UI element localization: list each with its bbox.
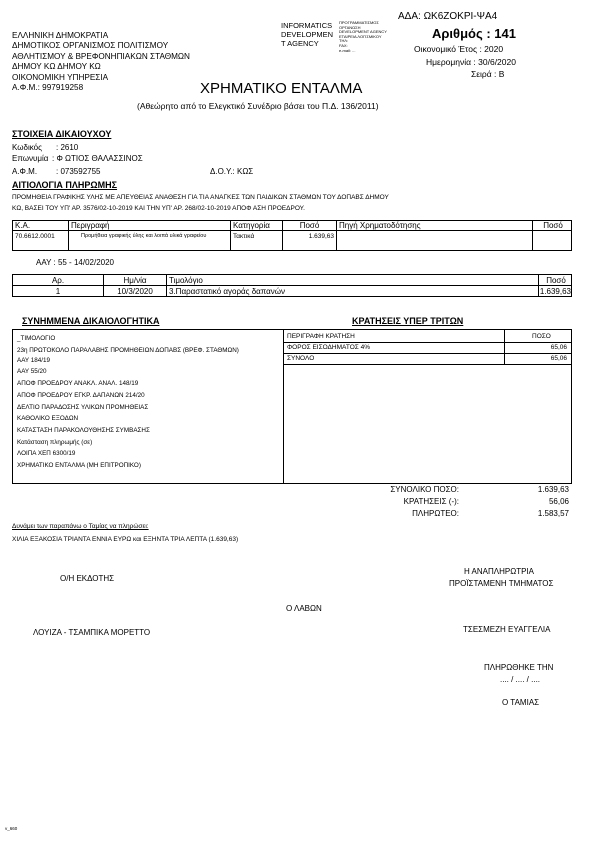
org-line: ΕΛΛΗΝΙΚΗ ΔΗΜΟΚΡΑΤΙΑ — [12, 31, 109, 40]
total-label: ΣΥΝΟΛΙΚΟ ΠΟΣΟ: — [390, 485, 459, 494]
org-line: ΔΗΜΟΤΙΚΟΣ ΟΡΓΑΝΙΣΜΟΣ ΠΟΛΙΤΙΣΜΟΥ — [12, 41, 169, 51]
paid-label: ΠΛΗΡΩΘΗΚΕ ΤΗΝ — [484, 663, 554, 672]
withholding-desc-header: ΠΕΡΙΓΡΑΦΗ ΚΡΑΤΗΣΗ — [287, 333, 355, 340]
approver-title — [449, 566, 554, 590]
withholding-row-value: 65,06 — [550, 344, 567, 351]
header-cell: Ημ/νία — [104, 275, 167, 285]
org-line: ΑΘΛΗΤΙΣΜΟΥ & ΒΡΕΦΟΝΗΠΙΑΚΩΝ ΣΤΑΘΜΩΝ — [12, 51, 190, 61]
withholdings-box — [283, 329, 572, 484]
org-afm: Α.Φ.Μ.: 997919258 — [12, 83, 84, 93]
header-cell: Περιγραφή — [69, 221, 231, 230]
payable-value: 1.583,57 — [537, 509, 569, 518]
withholding-row-label: ΦΟΡΟΣ ΕΙΣΟΔΗΜΑΤΟΣ 4% — [287, 344, 370, 351]
attachment-item: ΑΠΟΦ ΠΡΟΕΔΡΟΥ ΕΓΚΡ. ΔΑΠΑΝΩΝ 214/20 — [17, 391, 145, 399]
invoice-table-row — [12, 285, 572, 297]
approver-line: Η ΑΝΑΠΛΗΡΩΤΡΙΑ — [463, 567, 534, 576]
approver-line: ΠΡΟΪΣΤΑΜΕΝΗ ΤΜΗΜΑΤΟΣ — [449, 579, 554, 588]
attachment-item: 23η ΠΡΩΤΟΚΟΛΟ ΠΑΡΑΛΑΒΗΣ ΠΡΟΜΗΘΕΙΩΝ ΔΟΠΑΒΣ (ΒΡΕΦ. ΣΤΑΘΜΩΝ) — [17, 346, 239, 354]
header-cell: Ποσό — [543, 221, 563, 230]
total-value: 1.639,63 — [537, 485, 569, 494]
header-cell: Ποσό — [546, 276, 566, 285]
header-cell: Τιμολόγιο — [167, 275, 539, 285]
fiscal-year: Οικονομικό Έτος : 2020 — [414, 44, 504, 54]
attachment-item: ΔΕΛΤΙΟ ΠΑΡΑΔΟΣΗΣ ΥΛΙΚΩΝ ΠΡΟΜΗΘΕΙΑΣ — [17, 403, 149, 411]
org-block — [12, 31, 190, 93]
withholding-total-label: ΣΥΝΟΛΟ — [287, 355, 315, 362]
logo-line: T AGENCY — [281, 39, 319, 48]
document-number: Αριθμός : 141 — [432, 26, 516, 41]
receiver-title: Ο ΛΑΒΩΝ — [286, 604, 322, 613]
org-line: ΟΙΚΟΝΟΜΙΚΗ ΥΠΗΡΕΣΙΑ — [12, 72, 109, 82]
logo-small-line: DEVELOPMENT AGENCY — [339, 29, 387, 35]
attachment-item: ΑΠΟΦ ΠΡΟΕΔΡΟΥ ΑΝΑΚΛ. ΑΝΑΛ. 148/19 — [17, 380, 139, 388]
withhold-value: 56,06 — [548, 497, 569, 506]
withholding-amount-header: ΠΟΣΟ — [532, 333, 551, 340]
page-subtitle: (Αθεώρητο από το Ελεγκτικό Συνέδριο βάσει του Π.Δ. 136/2011) — [137, 101, 379, 111]
attachment-item: _ΤΙΜΟΛΟΓΙΟ — [17, 335, 56, 342]
table-cell: 1.639,63 — [539, 287, 571, 296]
afm-label: Α.Φ.Μ. — [12, 167, 38, 176]
attachment-item: ΑΑΥ 184/19 — [17, 356, 51, 364]
withhold-label: ΚΡΑΤΗΣΕΙΣ (-): — [403, 497, 459, 506]
approver-name: ΤΣΕΣΜΕΖΗ ΕΥΑΓΓΕΛΙΑ — [463, 625, 551, 634]
table-cell: 3.Παραστατικό αγοράς δαπανών — [167, 286, 539, 296]
name-label: Επωνυμία — [12, 154, 49, 163]
justification-heading: ΑΙΤΙΟΛΟΓΙΑ ΠΛΗΡΩΜΗΣ — [12, 180, 118, 190]
issuer-title: Ο/Η ΕΚΔΟΤΗΣ — [60, 574, 115, 583]
table-cell: Προμήθεια γραφικής ύλης και λοιπά υλικά γραφείου — [69, 231, 231, 250]
attachment-item: ΚΑΤΑΣΤΑΣΗ ΠΑΡΑΚΟΛΟΥΘΗΣΗΣ ΣΥΜΒΑΣΗΣ — [17, 426, 150, 434]
table-cell — [533, 231, 573, 250]
logo-line: INFORMATICS — [281, 21, 333, 30]
attachments-heading: ΣΥΝΗΜΜΕΝΑ ΔΙΚΑΙΟΛΟΓΗΤΙΚΑ — [22, 316, 160, 326]
header-cell: Πηγή Χρηματοδότησης — [337, 221, 533, 230]
table-cell: 1 — [13, 286, 104, 296]
attachments-box — [12, 329, 284, 484]
aay-label: ΑΑΥ : 55 - 14/02/2020 — [36, 258, 114, 267]
withholding-total-value: 65,06 — [550, 355, 567, 362]
company-logo — [281, 20, 387, 53]
beneficiary-heading: ΣΤΟΙΧΕΙΑ ΔΙΚΑΙΟΥΧΟΥ — [12, 129, 112, 139]
logo-line: DEVELOPMEN — [281, 30, 334, 39]
header-cell: Κ.Α. — [13, 221, 69, 230]
payment-words-heading: Δυνάμει των παραπάνω ο Ταμίας να πληρώσει: — [12, 523, 149, 530]
logo-small-line: FAX: — [339, 42, 348, 48]
table-cell: 1.639,63 — [283, 231, 337, 250]
paid-date: .... / .... / .... — [500, 675, 541, 684]
attachment-item: ΧΡΗΜΑΤΙΚΟ ΕΝΤΑΛΜΑ (ΜΗ ΕΠΙΤΡΟΠΙΚΟ) — [17, 462, 141, 470]
issuer-name: ΛΟΥΙΖΑ - ΤΣΑΜΠΙΚΑ ΜΟΡΕΤΤΟ — [33, 628, 151, 637]
logo-small-line: ΠΡΟΓΡΑΜΜΑΤΙΣΜΟΣ — [339, 20, 379, 25]
logo-small-line: e-mail: ... — [339, 47, 356, 53]
logo-small-line: ΟΡΓΑΝΩΣΗ — [339, 24, 361, 30]
items-table-row — [12, 230, 572, 251]
document-series: Σειρά : Β — [471, 69, 505, 79]
code-value: : 2610 — [56, 143, 79, 152]
attachment-item: ΚΑΘΟΛΙΚΟ ΕΞΟΔΩΝ — [17, 415, 79, 423]
attachment-item: Κατάσταση πληρωμής (σε) — [17, 438, 93, 446]
document-date: Ημερομηνία : 30/6/2020 — [426, 57, 516, 67]
attachment-item: ΛΟΙΠΑ ΧΕΠ 6300/19 — [17, 450, 76, 458]
justification-line: ΠΡΟΜΗΘΕΙΑ ΓΡΑΦΙΚΗΣ ΥΛΗΣ ΜΕ ΑΠΕΥΘΕΙΑΣ ΑΝΑΘΕΣΗ ΓΙΑ ΤΙΑ ΑΝΑΓΚΕΣ ΤΩΝ ΠΑΙΔΙΚΩΝ ΣΤΑΘΜΩΝ ΤΟΥ ΔΟΠΑΒΣ ΔΗΜΟΥ — [12, 194, 389, 201]
table-cell — [337, 231, 533, 250]
attachment-item: ΑΑΥ 55/20 — [17, 368, 47, 376]
logo-small-line: ΕΤΑΙΡΕΙΑ ΛΟΓΙΣΜΙΚΟΥ — [339, 33, 382, 39]
table-cell: 70.6612.0001 — [13, 231, 69, 250]
afm-value: : 073592755 — [56, 167, 101, 176]
cashier-title: Ο ΤΑΜΙΑΣ — [502, 698, 540, 707]
page-title: ΧΡΗΜΑΤΙΚΟ ΕΝΤΑΛΜΑ — [200, 80, 363, 97]
doy-label: Δ.Ο.Υ.: ΚΩΣ — [210, 167, 254, 176]
table-cell: Τακτικά — [231, 231, 283, 250]
logo-small-line: ΤΗΛ: — [339, 38, 349, 44]
ada-code: ΑΔΑ: ΩΚ6ΖΟΚΡΙ-ΨΑ4 — [398, 11, 498, 22]
table-cell: 10/3/2020 — [104, 286, 167, 296]
header-cell: Ποσό — [283, 221, 337, 230]
withholdings-heading: ΚΡΑΤΗΣΕΙΣ ΥΠΕΡ ΤΡΙΤΩΝ — [352, 316, 464, 326]
justification-line: ΚΩ, ΒΑΣΕΙ ΤΟΥ ΥΠ' ΑΡ. 3576/02-10-2019 ΚΑΙ ΤΗΝ ΥΠ' ΑΡ. 268/02-10-2019 ΑΠΟΦ ΑΣΗ ΠΡΟΕΔΡΟΥ. — [12, 205, 305, 212]
code-label: Κωδικός — [12, 143, 42, 152]
payable-label: ΠΛΗΡΩΤΕΟ: — [412, 509, 459, 518]
name-value: : Φ ΩΤΙΟΣ ΘΑΛΑΣΣΙΝΟΣ — [52, 154, 143, 163]
payment-words: ΧΙΛΙΑ ΕΞΑΚΟΣΙΑ ΤΡΙΑΝΤΑ ΕΝΝΙΑ ΕΥΡΩ και ΕΞΗΝΤΑ ΤΡΙΑ ΛΕΠΤΑ (1.639,63) — [12, 536, 239, 543]
org-line: ΔΗΜΟΥ ΚΩ ΔΗΜΟΥ ΚΩ — [12, 62, 101, 72]
header-cell: Αρ. — [13, 275, 104, 285]
footer-code: v_660 — [5, 826, 18, 831]
header-cell: Κατηγορία — [231, 221, 283, 230]
